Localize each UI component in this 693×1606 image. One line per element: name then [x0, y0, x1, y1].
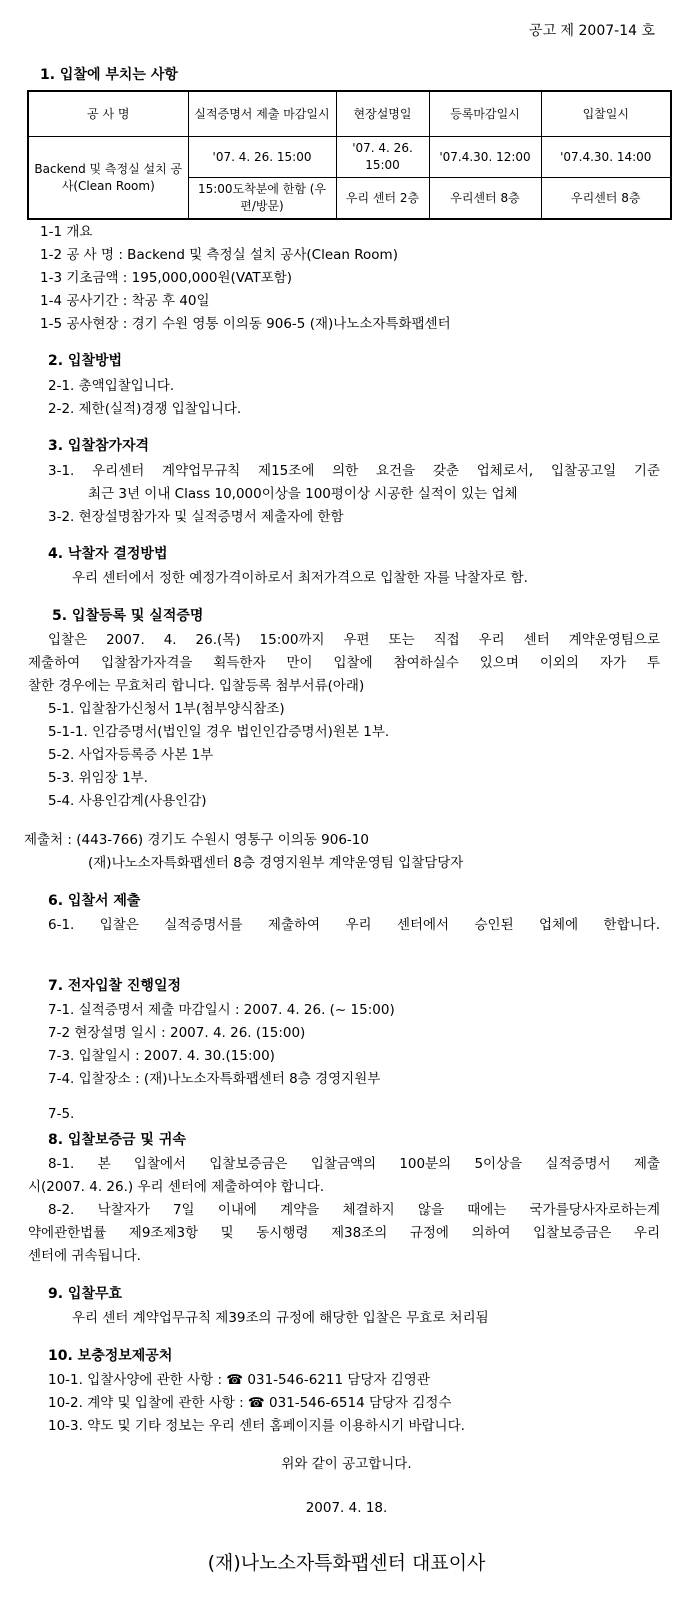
- list-item: 7-4. 입찰장소 : (재)나노소자특화팹센터 8층 경영지원부: [48, 1071, 381, 1087]
- section-4-text: 우리 센터에서 정한 예정가격이하로서 최저가격으로 입찰한 자를 낙찰자로 함.: [72, 570, 528, 586]
- list-item: 2-1. 총액입찰입니다.: [48, 378, 175, 394]
- list-item: 5-2. 사업자등록증 사본 1부: [48, 747, 214, 763]
- section-7-title: 7. 전자입찰 진행일정: [48, 978, 181, 994]
- list-item: 최근 3년 이내 Class 10,000이상을 100평이상 시공한 실적이 있는 업체: [88, 486, 518, 502]
- header-cert-deadline: 실적증명서 제출 마감일시: [188, 91, 336, 137]
- notice-number: 공고 제 2007-14 호: [529, 23, 655, 39]
- bid-table: [27, 90, 672, 220]
- list-item: 10-2. 계약 및 입찰에 관한 사항 : ☎ 031-546-6514 담당자 김정수: [48, 1395, 452, 1411]
- section-1-title: 1. 입찰에 부치는 사항: [40, 67, 178, 83]
- list-item: 7-1. 실적증명서 제출 마감일시 : 2007. 4. 26. (~ 15:00): [48, 1002, 395, 1018]
- site-briefing-cell: '07. 4. 26. 15:00: [336, 137, 429, 178]
- section-6-title: 6. 입찰서 제출: [48, 893, 141, 909]
- bid-datetime-cell: '07.4.30. 14:00: [541, 137, 671, 178]
- header-project-name: 공 사 명: [28, 91, 188, 137]
- list-item: 1-4 공사기간 : 착공 후 40일: [40, 293, 210, 309]
- paragraph-line: 제출하여 입찰참가자격을 획득한자 만이 입찰에 참여하실수 있으며 이외의 자가 투: [28, 655, 660, 671]
- section-9-text: 우리 센터 계약업무규칙 제39조의 규정에 해당한 입찰은 무효로 처리됨: [72, 1310, 489, 1326]
- list-item: 3-1. 우리센터 계약업무규칙 제15조에 의한 요건을 갖춘 업체로서, 입찰공고일 기준: [48, 463, 660, 479]
- closing-text: 위와 같이 공고합니다.: [281, 1456, 412, 1472]
- section-6-text: 6-1. 입찰은 실적증명서를 제출하여 우리 센터에서 승인된 업체에 한합니다.: [48, 917, 660, 933]
- project-name-cell: Backend 및 측정실 설치 공사(Clean Room): [28, 137, 188, 220]
- submission-recipient: (재)나노소자특화팹센터 8층 경영지원부 계약운영팀 입찰담당자: [88, 855, 464, 871]
- bid-place-cell: 우리센터 8층: [541, 178, 671, 220]
- paragraph-line: 약에관한법률 제9조제3항 및 동시행령 제38조의 규정에 의하여 입찰보증금은 우리: [28, 1225, 660, 1241]
- list-item: 1-2 공 사 명 : Backend 및 측정실 설치 공사(Clean Room): [40, 247, 398, 263]
- list-item: 5-3. 위임장 1부.: [48, 770, 148, 786]
- bid-table-row: [28, 137, 671, 178]
- representative: (재)나노소자특화팹센터 대표이사: [207, 1552, 486, 1574]
- list-item: 1-1 개요: [40, 224, 93, 240]
- section-3-title: 3. 입찰참가자격: [48, 438, 150, 454]
- site-briefing-place-cell: 우리 센터 2층: [336, 178, 429, 220]
- section-4-title: 4. 낙찰자 결정방법: [48, 546, 168, 562]
- paragraph-line: 8-1. 본 입찰에서 입찰보증금은 입찰금액의 100분의 5이상을 실적증명서 제출: [48, 1156, 660, 1172]
- header-bid-datetime: 입찰일시: [541, 91, 671, 137]
- section-5-title: 5. 입찰등록 및 실적증명: [52, 608, 204, 624]
- list-item: 7-3. 입찰일시 : 2007. 4. 30.(15:00): [48, 1048, 275, 1064]
- paragraph-line: 찰한 경우에는 무효처리 합니다. 입찰등록 첨부서류(아래): [28, 678, 365, 694]
- list-item: 1-5 공사현장 : 경기 수원 영통 이의동 906-5 (재)나노소자특화팹센터: [40, 316, 451, 332]
- list-item: 10-1. 입찰사양에 관한 사항 : ☎ 031-546-6211 담당자 김영관: [48, 1372, 430, 1388]
- list-item: 7-2 현장설명 일시 : 2007. 4. 26. (15:00): [48, 1025, 306, 1041]
- section-10-title: 10. 보충정보제공처: [48, 1348, 173, 1364]
- paragraph-line: 시(2007. 4. 26.) 우리 센터에 제출하여야 합니다.: [28, 1179, 325, 1195]
- cert-condition-cell: 15:00도착분에 한함 (우편/방문): [188, 178, 336, 220]
- list-item: 10-3. 약도 및 기타 정보는 우리 센터 홈페이지를 이용하시기 바랍니다.: [48, 1418, 465, 1434]
- notice-date: 2007. 4. 18.: [305, 1500, 388, 1516]
- list-item: 5-1. 입찰참가신청서 1부(첨부양식참조): [48, 701, 285, 717]
- paragraph-line: 입찰은 2007. 4. 26.(목) 15:00까지 우편 또는 직접 우리 센터 계약운영팀으로: [48, 632, 660, 648]
- list-item: 5-4. 사용인감계(사용인감): [48, 793, 207, 809]
- bid-table-header: [28, 91, 671, 137]
- section-9-title: 9. 입찰무효: [48, 1286, 123, 1302]
- list-item: 3-2. 현장설명참가자 및 실적증명서 제출자에 한함: [48, 509, 344, 525]
- section-8-title: 8. 입찰보증금 및 귀속: [48, 1132, 186, 1148]
- list-item: 5-1-1. 인감증명서(법인일 경우 법인인감증명서)원본 1부.: [48, 724, 390, 740]
- registration-deadline-cell: '07.4.30. 12:00: [429, 137, 541, 178]
- header-registration-deadline: 등록마감일시: [429, 91, 541, 137]
- section-2-title: 2. 입찰방법: [48, 353, 123, 369]
- header-site-briefing: 현장설명일: [336, 91, 429, 137]
- registration-place-cell: 우리센터 8층: [429, 178, 541, 220]
- paragraph-line: 8-2. 낙찰자가 7일 이내에 계약을 체결하지 않을 때에는 국가를당사자로하는계: [48, 1202, 660, 1218]
- submission-address: 제출처 : (443-766) 경기도 수원시 영통구 이의동 906-10: [24, 832, 369, 848]
- list-item: 2-2. 제한(실적)경쟁 입찰입니다.: [48, 401, 242, 417]
- list-item: 1-3 기초금액 : 195,000,000원(VAT포함): [40, 270, 292, 286]
- paragraph-line: 센터에 귀속됩니다.: [28, 1248, 141, 1264]
- list-item: 7-5.: [48, 1106, 75, 1122]
- cert-deadline-cell: '07. 4. 26. 15:00: [188, 137, 336, 178]
